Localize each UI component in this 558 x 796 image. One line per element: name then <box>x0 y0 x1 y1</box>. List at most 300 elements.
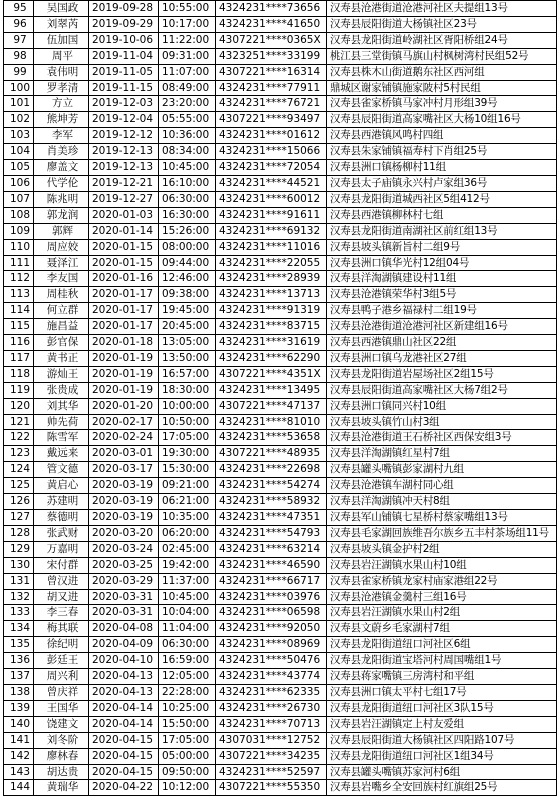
row-number-cell: 97 <box>4 32 34 48</box>
address-cell: 汉寿县洲口镇乌龙港社区27组 <box>327 350 557 366</box>
record-date-cell: 2020-04-13 <box>89 684 159 700</box>
record-time-cell: 10:55:00 <box>159 1 216 17</box>
record-date-cell: 2020-04-15 <box>89 764 159 780</box>
record-date-cell: 2020-01-14 <box>89 223 159 239</box>
row-number-cell: 109 <box>4 223 34 239</box>
person-name-cell: 王国华 <box>34 700 89 716</box>
id-number-cell: 4324231****43774 <box>216 669 327 685</box>
record-date-cell: 2020-01-20 <box>89 398 159 414</box>
address-cell: 汉寿县龙阳街道岭湖社区胥阳桥组24号 <box>327 32 557 48</box>
record-date-cell: 2020-04-10 <box>89 653 159 669</box>
record-date-cell: 2020-04-08 <box>89 621 159 637</box>
table-row <box>4 207 557 223</box>
id-number-cell: 4324231****70713 <box>216 716 327 732</box>
record-time-cell: 11:37:00 <box>159 573 216 589</box>
table-row <box>4 350 557 366</box>
records-table <box>3 0 557 796</box>
row-number-cell: 120 <box>4 398 34 414</box>
id-number-cell: 4324231****91611 <box>216 207 327 223</box>
id-number-cell: 4324231****58932 <box>216 494 327 510</box>
person-name-cell: 肖美珍 <box>34 144 89 160</box>
record-date-cell: 2019-12-12 <box>89 128 159 144</box>
record-time-cell: 09:31:00 <box>159 48 216 64</box>
table-row <box>4 605 557 621</box>
record-date-cell: 2020-02-24 <box>89 430 159 446</box>
row-number-cell: 101 <box>4 96 34 112</box>
table-row <box>4 446 557 462</box>
record-date-cell: 2019-12-13 <box>89 160 159 176</box>
address-cell: 汉寿县洋淘湖镇建设村11组 <box>327 271 557 287</box>
id-number-cell: 4307221****0365X <box>216 32 327 48</box>
address-cell: 汉寿县军山铺镇七星桥村蔡家嘴组13号 <box>327 510 557 526</box>
record-time-cell: 15:30:00 <box>159 462 216 478</box>
row-number-cell: 117 <box>4 350 34 366</box>
table-row <box>4 271 557 287</box>
table-row <box>4 510 557 526</box>
person-name-cell: 李军 <box>34 128 89 144</box>
row-number-cell: 98 <box>4 48 34 64</box>
person-name-cell: 饶建文 <box>34 716 89 732</box>
record-date-cell: 2020-01-17 <box>89 319 159 335</box>
row-number-cell: 122 <box>4 430 34 446</box>
id-number-cell: 4324231****01612 <box>216 128 327 144</box>
address-cell: 汉寿县沧港街道王石桥社区西保安组3号 <box>327 430 557 446</box>
record-time-cell: 15:26:00 <box>159 223 216 239</box>
record-date-cell: 2019-12-21 <box>89 175 159 191</box>
address-cell: 汉寿县沧港镇金羹村三组16号 <box>327 589 557 605</box>
person-name-cell: 张武财 <box>34 525 89 541</box>
id-number-cell: 4324231****22055 <box>216 255 327 271</box>
table-row <box>4 669 557 685</box>
address-cell: 汉寿县龙阳街道纽口河社区6组 <box>327 637 557 653</box>
address-cell: 汉寿县坡头镇金护村2组 <box>327 541 557 557</box>
id-number-cell: 4324231****62290 <box>216 350 327 366</box>
record-date-cell: 2020-03-01 <box>89 446 159 462</box>
id-number-cell: 4307221****4351X <box>216 366 327 382</box>
record-time-cell: 10:45:00 <box>159 160 216 176</box>
person-name-cell: 黄瑞华 <box>34 780 89 796</box>
table-row <box>4 319 557 335</box>
record-time-cell: 19:30:00 <box>159 446 216 462</box>
row-number-cell: 110 <box>4 239 34 255</box>
address-cell: 汉寿县龙阳街道纽口河社区3队15号 <box>327 700 557 716</box>
record-date-cell: 2020-01-15 <box>89 239 159 255</box>
record-date-cell: 2020-04-14 <box>89 716 159 732</box>
table-row <box>4 303 557 319</box>
address-cell: 汉寿县株木山街道鹅东社区西河组 <box>327 64 557 80</box>
record-date-cell: 2020-03-24 <box>89 541 159 557</box>
id-number-cell: 4324231****69132 <box>216 223 327 239</box>
person-name-cell: 陈兆明 <box>34 191 89 207</box>
address-cell: 汉寿县龙阳街道南湖社区前红组13号 <box>327 223 557 239</box>
record-time-cell: 23:20:00 <box>159 96 216 112</box>
row-number-cell: 116 <box>4 335 34 351</box>
table-row <box>4 430 557 446</box>
row-number-cell: 127 <box>4 510 34 526</box>
row-number-cell: 95 <box>4 1 34 17</box>
person-name-cell: 苏建明 <box>34 494 89 510</box>
table-row <box>4 700 557 716</box>
table-row <box>4 64 557 80</box>
record-time-cell: 08:00:00 <box>159 239 216 255</box>
row-number-cell: 96 <box>4 16 34 32</box>
table-row <box>4 541 557 557</box>
record-time-cell: 11:22:00 <box>159 32 216 48</box>
table-row <box>4 96 557 112</box>
record-date-cell: 2020-03-19 <box>89 478 159 494</box>
table-row <box>4 287 557 303</box>
record-date-cell: 2020-03-31 <box>89 589 159 605</box>
row-number-cell: 144 <box>4 780 34 796</box>
table-row <box>4 589 557 605</box>
record-date-cell: 2020-01-03 <box>89 207 159 223</box>
id-number-cell: 4307221****34235 <box>216 748 327 764</box>
record-date-cell: 2019-11-05 <box>89 64 159 80</box>
row-number-cell: 99 <box>4 64 34 80</box>
record-date-cell: 2019-11-04 <box>89 48 159 64</box>
person-name-cell: 周应姣 <box>34 239 89 255</box>
person-name-cell: 游灿王 <box>34 366 89 382</box>
table-row <box>4 80 557 96</box>
person-name-cell: 罗孝清 <box>34 80 89 96</box>
row-number-cell: 103 <box>4 128 34 144</box>
record-time-cell: 08:34:00 <box>159 144 216 160</box>
address-cell: 汉寿县龙阳街道宝塔河村周国嘴组1号 <box>327 653 557 669</box>
id-number-cell: 4324231****41650 <box>216 16 327 32</box>
address-cell: 汉寿县雀家桥镇马家冲村月形组39号 <box>327 96 557 112</box>
person-name-cell: 代学伦 <box>34 175 89 191</box>
table-row <box>4 525 557 541</box>
person-name-cell: 曾庆祥 <box>34 684 89 700</box>
record-time-cell: 16:30:00 <box>159 207 216 223</box>
record-date-cell: 2019-10-06 <box>89 32 159 48</box>
id-number-cell: 4324231****73656 <box>216 1 327 17</box>
address-cell: 汉寿县雀家桥镇龙家村庙家港组22号 <box>327 573 557 589</box>
table-row <box>4 764 557 780</box>
person-name-cell: 刘其华 <box>34 398 89 414</box>
id-number-cell: 4307221****48935 <box>216 446 327 462</box>
records-table-body <box>4 1 557 796</box>
row-number-cell: 135 <box>4 637 34 653</box>
person-name-cell: 梅其联 <box>34 621 89 637</box>
address-cell: 汉寿县辰阳街道高家嘴社区大杨10组16号 <box>327 112 557 128</box>
address-cell: 汉寿县蒋家嘴镇三房湾村和平组 <box>327 669 557 685</box>
person-name-cell: 廖林春 <box>34 748 89 764</box>
address-cell: 汉寿县岩汪湖镇水果山村2组 <box>327 605 557 621</box>
record-time-cell: 06:30:00 <box>159 637 216 653</box>
table-row <box>4 255 557 271</box>
table-row <box>4 175 557 191</box>
row-number-cell: 114 <box>4 303 34 319</box>
table-row <box>4 748 557 764</box>
record-date-cell: 2020-03-19 <box>89 510 159 526</box>
person-name-cell: 陈雪军 <box>34 430 89 446</box>
table-row <box>4 144 557 160</box>
id-number-cell: 4324231****06598 <box>216 605 327 621</box>
table-row <box>4 191 557 207</box>
table-row <box>4 239 557 255</box>
record-time-cell: 16:59:00 <box>159 653 216 669</box>
row-number-cell: 137 <box>4 669 34 685</box>
id-number-cell: 4324231****13713 <box>216 287 327 303</box>
row-number-cell: 128 <box>4 525 34 541</box>
person-name-cell: 黄书正 <box>34 350 89 366</box>
person-name-cell: 刘冬阶 <box>34 732 89 748</box>
person-name-cell: 李三春 <box>34 605 89 621</box>
record-date-cell: 2019-12-04 <box>89 112 159 128</box>
table-row <box>4 780 557 796</box>
table-row <box>4 494 557 510</box>
row-number-cell: 131 <box>4 573 34 589</box>
record-date-cell: 2020-01-16 <box>89 271 159 287</box>
person-name-cell: 刘翠芮 <box>34 16 89 32</box>
address-cell: 汉寿县辰阳街道大杨镇社区四阳路107号 <box>327 732 557 748</box>
table-row <box>4 414 557 430</box>
address-cell: 汉寿县沧港镇车湖村同心组 <box>327 478 557 494</box>
record-date-cell: 2020-01-17 <box>89 287 159 303</box>
address-cell: 桃江县三堂街镇马旗山村枫树湾村民组52号 <box>327 48 557 64</box>
row-number-cell: 119 <box>4 382 34 398</box>
id-number-cell: 4324231****44521 <box>216 175 327 191</box>
address-cell: 汉寿县太子庙镇永兴村卢家组36号 <box>327 175 557 191</box>
row-number-cell: 104 <box>4 144 34 160</box>
row-number-cell: 130 <box>4 557 34 573</box>
address-cell: 汉寿县洋淘湖镇红星村7组 <box>327 446 557 462</box>
table-row <box>4 716 557 732</box>
record-time-cell: 06:20:00 <box>159 525 216 541</box>
address-cell: 汉寿县朱家铺镇福寿村下肖组25号 <box>327 144 557 160</box>
record-time-cell: 10:50:00 <box>159 414 216 430</box>
address-cell: 汉寿县岩汪湖镇水果山村10组 <box>327 557 557 573</box>
row-number-cell: 111 <box>4 255 34 271</box>
id-number-cell: 4307031****12752 <box>216 732 327 748</box>
address-cell: 汉寿县坡头镇竹山村3组 <box>327 414 557 430</box>
row-number-cell: 107 <box>4 191 34 207</box>
table-row <box>4 1 557 17</box>
record-time-cell: 17:05:00 <box>159 732 216 748</box>
person-name-cell: 聂泽江 <box>34 255 89 271</box>
record-date-cell: 2019-09-28 <box>89 1 159 17</box>
table-row <box>4 621 557 637</box>
record-date-cell: 2020-03-29 <box>89 573 159 589</box>
id-number-cell: 4307221****47137 <box>216 398 327 414</box>
person-name-cell: 吴国政 <box>34 1 89 17</box>
address-cell: 汉寿县沧港街道沧港河社区夫提组13号 <box>327 1 557 17</box>
record-time-cell: 15:50:00 <box>159 716 216 732</box>
id-number-cell: 4324231****76721 <box>216 96 327 112</box>
address-cell: 汉寿县西港镇鼎山社区22组 <box>327 335 557 351</box>
record-time-cell: 08:49:00 <box>159 80 216 96</box>
record-date-cell: 2020-03-19 <box>89 494 159 510</box>
row-number-cell: 105 <box>4 160 34 176</box>
address-cell: 鼎城区谢家铺镇施家陂村5村民组 <box>327 80 557 96</box>
person-name-cell: 彭官保 <box>34 335 89 351</box>
address-cell: 汉寿县罐头嘴镇苏家河村6组 <box>327 764 557 780</box>
address-cell: 汉寿县辰阳街道大杨镇社区23号 <box>327 16 557 32</box>
record-time-cell: 22:28:00 <box>159 684 216 700</box>
id-number-cell: 4324231****77911 <box>216 80 327 96</box>
record-time-cell: 19:42:00 <box>159 557 216 573</box>
record-time-cell: 09:21:00 <box>159 478 216 494</box>
person-name-cell: 帅先荷 <box>34 414 89 430</box>
id-number-cell: 4324231****11016 <box>216 239 327 255</box>
record-date-cell: 2020-04-15 <box>89 732 159 748</box>
id-number-cell: 4323251****33199 <box>216 48 327 64</box>
person-name-cell: 万嘉明 <box>34 541 89 557</box>
row-number-cell: 132 <box>4 589 34 605</box>
person-name-cell: 张贵成 <box>34 382 89 398</box>
address-cell: 汉寿县洋淘湖镇冲天村8组 <box>327 494 557 510</box>
record-time-cell: 06:30:00 <box>159 191 216 207</box>
id-number-cell: 4324231****83715 <box>216 319 327 335</box>
record-date-cell: 2020-01-19 <box>89 350 159 366</box>
record-time-cell: 10:45:00 <box>159 589 216 605</box>
person-name-cell: 黄启心 <box>34 478 89 494</box>
address-cell: 汉寿县洲口镇太平村七组17号 <box>327 684 557 700</box>
address-cell: 汉寿县沧港镇荣华村3组5号 <box>327 287 557 303</box>
table-row <box>4 335 557 351</box>
address-cell: 汉寿县辰阳街道高家嘴社区大杨7组2号 <box>327 382 557 398</box>
record-time-cell: 12:46:00 <box>159 271 216 287</box>
id-number-cell: 4324231****66717 <box>216 573 327 589</box>
record-time-cell: 12:05:00 <box>159 669 216 685</box>
record-time-cell: 09:38:00 <box>159 287 216 303</box>
row-number-cell: 108 <box>4 207 34 223</box>
row-number-cell: 129 <box>4 541 34 557</box>
table-row <box>4 32 557 48</box>
record-date-cell: 2020-01-18 <box>89 335 159 351</box>
record-date-cell: 2020-03-17 <box>89 462 159 478</box>
record-date-cell: 2020-01-19 <box>89 366 159 382</box>
address-cell: 汉寿县毛家湖回族维吾尔族乡五丰村茶场组11号 <box>327 525 557 541</box>
id-number-cell: 4324231****13495 <box>216 382 327 398</box>
record-date-cell: 2020-03-31 <box>89 605 159 621</box>
person-name-cell: 方立 <box>34 96 89 112</box>
record-time-cell: 17:05:00 <box>159 430 216 446</box>
record-time-cell: 13:05:00 <box>159 335 216 351</box>
person-name-cell: 周平 <box>34 48 89 64</box>
row-number-cell: 118 <box>4 366 34 382</box>
person-name-cell: 彭廷王 <box>34 653 89 669</box>
person-name-cell: 熊坤芳 <box>34 112 89 128</box>
person-name-cell: 周兴利 <box>34 669 89 685</box>
record-date-cell: 2020-04-15 <box>89 748 159 764</box>
record-time-cell: 09:44:00 <box>159 255 216 271</box>
id-number-cell: 4324231****81010 <box>216 414 327 430</box>
record-time-cell: 10:00:00 <box>159 398 216 414</box>
record-time-cell: 10:35:00 <box>159 510 216 526</box>
record-date-cell: 2020-01-19 <box>89 382 159 398</box>
address-cell: 汉寿县罐头嘴镇彭家湖村九组 <box>327 462 557 478</box>
id-number-cell: 4324231****22698 <box>216 462 327 478</box>
id-number-cell: 4324231****47351 <box>216 510 327 526</box>
row-number-cell: 124 <box>4 462 34 478</box>
record-date-cell: 2020-04-09 <box>89 637 159 653</box>
table-row <box>4 653 557 669</box>
id-number-cell: 4324231****54793 <box>216 525 327 541</box>
person-name-cell: 周桂秋 <box>34 287 89 303</box>
id-number-cell: 4324231****72054 <box>216 160 327 176</box>
address-cell: 汉寿县龙阳街道纽口河社区1组34号 <box>327 748 557 764</box>
table-row <box>4 160 557 176</box>
row-number-cell: 112 <box>4 271 34 287</box>
address-cell: 汉寿县龙阳街道岩屋场社区2组15号 <box>327 366 557 382</box>
id-number-cell: 4324231****53658 <box>216 430 327 446</box>
person-name-cell: 袁伟明 <box>34 64 89 80</box>
row-number-cell: 133 <box>4 605 34 621</box>
row-number-cell: 106 <box>4 175 34 191</box>
id-number-cell: 4324231****62335 <box>216 684 327 700</box>
row-number-cell: 102 <box>4 112 34 128</box>
person-name-cell: 廖盖文 <box>34 160 89 176</box>
id-number-cell: 4324231****60012 <box>216 191 327 207</box>
record-time-cell: 10:04:00 <box>159 605 216 621</box>
table-row <box>4 462 557 478</box>
record-time-cell: 11:07:00 <box>159 64 216 80</box>
row-number-cell: 140 <box>4 716 34 732</box>
table-row <box>4 112 557 128</box>
row-number-cell: 121 <box>4 414 34 430</box>
id-number-cell: 4324231****91319 <box>216 303 327 319</box>
address-cell: 汉寿县洲口镇华光村12组04号 <box>327 255 557 271</box>
table-row <box>4 478 557 494</box>
address-cell: 汉寿县岩嘴乡全安回族村红旗组25号 <box>327 780 557 796</box>
table-row <box>4 398 557 414</box>
address-cell: 汉寿县鸭子港乡福禄村二组19号 <box>327 303 557 319</box>
record-date-cell: 2020-01-17 <box>89 303 159 319</box>
row-number-cell: 136 <box>4 653 34 669</box>
record-time-cell: 16:10:00 <box>159 175 216 191</box>
table-row <box>4 637 557 653</box>
record-time-cell: 16:57:00 <box>159 366 216 382</box>
address-cell: 汉寿县龙阳街道城西社区5组412号 <box>327 191 557 207</box>
record-time-cell: 18:30:00 <box>159 382 216 398</box>
person-name-cell: 胡达贵 <box>34 764 89 780</box>
address-cell: 汉寿县坡头镇新旨村二组9号 <box>327 239 557 255</box>
person-name-cell: 蔡德明 <box>34 510 89 526</box>
id-number-cell: 4324231****92050 <box>216 621 327 637</box>
record-time-cell: 10:17:00 <box>159 16 216 32</box>
row-number-cell: 123 <box>4 446 34 462</box>
table-row <box>4 557 557 573</box>
record-time-cell: 05:55:00 <box>159 112 216 128</box>
id-number-cell: 4324231****15066 <box>216 144 327 160</box>
record-date-cell: 2019-12-03 <box>89 96 159 112</box>
row-number-cell: 100 <box>4 80 34 96</box>
record-date-cell: 2020-04-22 <box>89 780 159 796</box>
table-row <box>4 382 557 398</box>
person-name-cell: 胡又进 <box>34 589 89 605</box>
row-number-cell: 138 <box>4 684 34 700</box>
id-number-cell: 4324231****46590 <box>216 557 327 573</box>
record-time-cell: 05:00:00 <box>159 748 216 764</box>
person-name-cell: 徐纪明 <box>34 637 89 653</box>
person-name-cell: 郭辉 <box>34 223 89 239</box>
table-row <box>4 573 557 589</box>
record-time-cell: 09:50:00 <box>159 764 216 780</box>
row-number-cell: 141 <box>4 732 34 748</box>
id-number-cell: 4324231****31619 <box>216 335 327 351</box>
record-time-cell: 19:45:00 <box>159 303 216 319</box>
record-time-cell: 02:45:00 <box>159 541 216 557</box>
person-name-cell: 曾汉进 <box>34 573 89 589</box>
address-cell: 汉寿县西港镇柳林村七组 <box>327 207 557 223</box>
row-number-cell: 134 <box>4 621 34 637</box>
record-date-cell: 2019-12-13 <box>89 144 159 160</box>
table-row <box>4 16 557 32</box>
record-date-cell: 2020-04-13 <box>89 669 159 685</box>
address-cell: 汉寿县文蔚乡毛家湖村7组 <box>327 621 557 637</box>
